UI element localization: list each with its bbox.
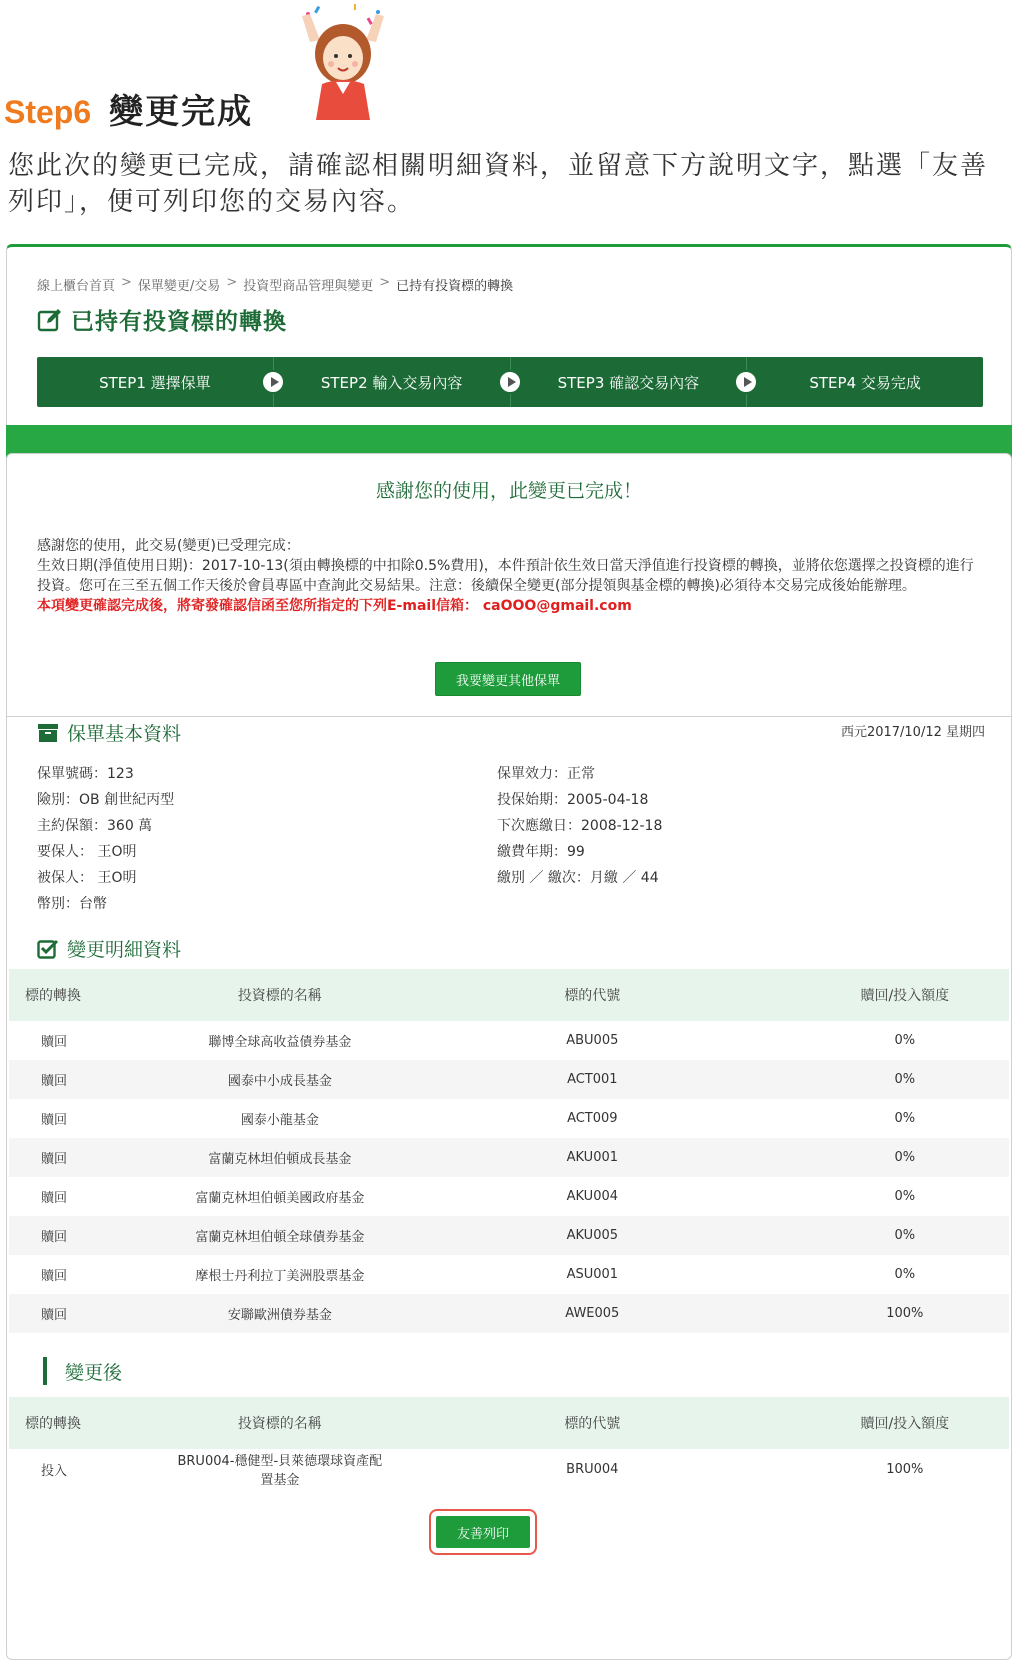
thanks-message: 感謝您的使用，此變更已完成！	[375, 480, 642, 502]
column-header: 贖回/投入額度	[801, 969, 1009, 1021]
after-section-title	[43, 1357, 122, 1385]
table-row	[9, 1449, 1009, 1489]
column-header: 投資標的名稱	[176, 969, 384, 1021]
section-accent-bar	[43, 1357, 47, 1385]
checkbox-checked-icon	[37, 939, 59, 959]
table-row	[9, 1060, 1009, 1099]
after-section-label: 變更後	[65, 1361, 123, 1384]
policy-section-label: 保單基本資料	[67, 723, 182, 745]
progress-steps	[37, 357, 983, 407]
completion-notice	[6, 453, 1012, 717]
edit-icon	[37, 307, 63, 333]
cell: 100%	[801, 1294, 1009, 1333]
cell: 0%	[801, 1060, 1009, 1099]
payment-years: 繳費年期：99	[497, 844, 585, 860]
step-number: Step6	[4, 94, 92, 130]
breadcrumb-separator: >	[226, 275, 238, 290]
table-row	[9, 1216, 1009, 1255]
print-button-highlight	[429, 1509, 537, 1555]
step-2	[273, 357, 510, 407]
column-header: 標的轉換	[9, 1397, 176, 1449]
cell: 贖回	[9, 1138, 176, 1177]
policy-insured: 被保人： 王O明	[37, 870, 137, 886]
next-payment-date: 下次應繳日：2008-12-18	[497, 818, 663, 834]
step-4-label: STEP4 交易完成	[809, 373, 921, 392]
breadcrumb-item-home[interactable]: 線上櫃台首頁	[37, 279, 116, 294]
step-1	[37, 357, 273, 407]
cell: AKU001	[384, 1138, 801, 1177]
cell: 贖回	[9, 1060, 176, 1099]
table-row	[9, 1021, 1009, 1060]
column-header: 標的代號	[384, 969, 801, 1021]
breadcrumb-separator: >	[121, 275, 132, 290]
policy-type: 險別：OB 創世紀丙型	[37, 792, 175, 808]
table-row	[9, 1294, 1009, 1333]
policy-currency: 幣別：台幣	[37, 896, 107, 912]
cell: 0%	[801, 1138, 1009, 1177]
cell: 富蘭克林坦伯頓全球債券基金	[176, 1216, 384, 1255]
table-header-row	[9, 1397, 1009, 1449]
breadcrumb	[37, 275, 513, 294]
cell: ASU001	[566, 1267, 619, 1282]
change-other-policy-button[interactable]: 我要變更其他保單	[435, 662, 581, 696]
policy-info-left	[37, 761, 174, 917]
step-heading	[4, 84, 253, 133]
step-title: 變更完成	[109, 92, 254, 132]
step-1-label: STEP1 選擇保單	[99, 373, 211, 392]
table-row	[9, 1255, 1009, 1294]
policy-applicant: 要保人： 王O明	[37, 844, 137, 860]
archive-box-icon	[37, 723, 59, 743]
breadcrumb-separator: >	[379, 275, 391, 290]
current-date: 西元2017/10/12 星期四	[840, 725, 985, 740]
step-2-label: STEP2 輸入交易內容	[320, 373, 463, 392]
cell: BRU004-穩健型-貝萊德環球資產配置基金	[176, 1449, 384, 1489]
after-table	[9, 1397, 1009, 1489]
cell: AKU004	[566, 1189, 619, 1204]
cell: 0%	[894, 1189, 916, 1204]
page-title-text: 已持有投資標的轉換	[71, 309, 287, 335]
table-header-row	[9, 969, 1009, 1021]
cell: 0%	[894, 1111, 916, 1126]
table-row	[9, 1138, 1009, 1177]
cell: 0%	[894, 1267, 916, 1282]
policy-info-right	[497, 761, 662, 891]
cell: ACT009	[567, 1111, 618, 1126]
cell: AKU005	[384, 1216, 801, 1255]
detail-section-title	[37, 935, 181, 962]
table-row	[9, 1177, 1009, 1216]
policy-status: 保單效力：正常	[497, 766, 595, 782]
cell: 摩根士丹利拉丁美洲股票基金	[195, 1269, 365, 1284]
chevron-right-icon	[498, 370, 522, 394]
cell: AWE005	[384, 1294, 801, 1333]
breadcrumb-item-investment-management[interactable]: 投資型商品管理與變更	[243, 279, 374, 294]
page-title	[37, 303, 287, 336]
policy-number: 保單號碼：123	[37, 766, 134, 782]
email-notice: 本項變更確認完成後，將寄發確認信函至您所指定的下列E-mail信箱： caOOO@gmail.com	[37, 598, 632, 614]
table-row	[9, 1099, 1009, 1138]
cell: 聯博全球高收益債券基金	[208, 1035, 352, 1050]
celebrating-girl-illustration	[296, 2, 392, 120]
chevron-right-icon	[261, 370, 285, 394]
step-4	[746, 357, 983, 407]
payment-mode: 繳別 ／ 繳次：月繳 ／ 44	[497, 870, 659, 886]
cell: 國泰中小成長基金	[176, 1060, 384, 1099]
cell: ABU005	[566, 1033, 619, 1048]
cell: 安聯歐洲債券基金	[176, 1294, 384, 1333]
cell: ACT001	[384, 1060, 801, 1099]
column-header: 標的轉換	[9, 969, 176, 1021]
cell: 富蘭克林坦伯頓美國政府基金	[195, 1191, 365, 1206]
breadcrumb-item-policy-change[interactable]: 保單變更/交易	[137, 279, 221, 294]
notice-line-2: 生效日期(淨值使用日期)：2017-10-13(須由轉換標的中扣除0.5%費用)，本件預計依生效日當天淨值進行投資標的轉換，並將依您選擇之投資標的進行投資。您可在三至五個工作天後於會員專區中查詢此交易結果。注意：後續保全變更(部分提領與基金標的轉換)必須待本交易完成後始能辦理。	[37, 558, 974, 594]
cell: 富蘭克林坦伯頓成長基金	[176, 1138, 384, 1177]
cell: 100%	[801, 1449, 1009, 1489]
column-header: 投資標的名稱	[176, 1397, 384, 1449]
cell: 贖回	[41, 1191, 68, 1206]
notice-body	[37, 536, 983, 616]
column-header: 贖回/投入額度	[801, 1397, 1009, 1449]
cell: 贖回	[9, 1216, 176, 1255]
intro-text: 您此次的變更已完成，請確認相關明細資料，並留意下方說明文字，點選「友善列印」，便可列印您的交易內容。	[8, 151, 989, 217]
breadcrumb-item-current: 已持有投資標的轉換	[396, 279, 514, 294]
column-header: 標的代號	[384, 1397, 801, 1449]
cell: 贖回	[41, 1269, 68, 1284]
detail-table	[9, 969, 1009, 1333]
notice-line-1: 感謝您的使用，此交易(變更)已受理完成：	[37, 538, 300, 554]
cell: 0%	[894, 1033, 916, 1048]
step-3	[510, 357, 747, 407]
cell: 贖回	[41, 1113, 68, 1128]
cell: 0%	[801, 1216, 1009, 1255]
cell: BRU004	[384, 1449, 801, 1489]
policy-sum-insured: 主約保額：360 萬	[37, 818, 153, 834]
cell: 投入	[9, 1449, 176, 1489]
friendly-print-button[interactable]: 友善列印	[436, 1516, 530, 1548]
detail-section-label: 變更明細資料	[67, 939, 182, 961]
cell: 贖回	[9, 1294, 176, 1333]
main-panel	[6, 244, 1012, 1660]
cell: 贖回	[41, 1035, 68, 1050]
cell: 國泰小龍基金	[240, 1113, 319, 1128]
policy-section-title	[37, 719, 181, 746]
step-3-label: STEP3 確認交易內容	[557, 373, 700, 392]
policy-start-date: 投保始期：2005-04-18	[497, 792, 649, 808]
